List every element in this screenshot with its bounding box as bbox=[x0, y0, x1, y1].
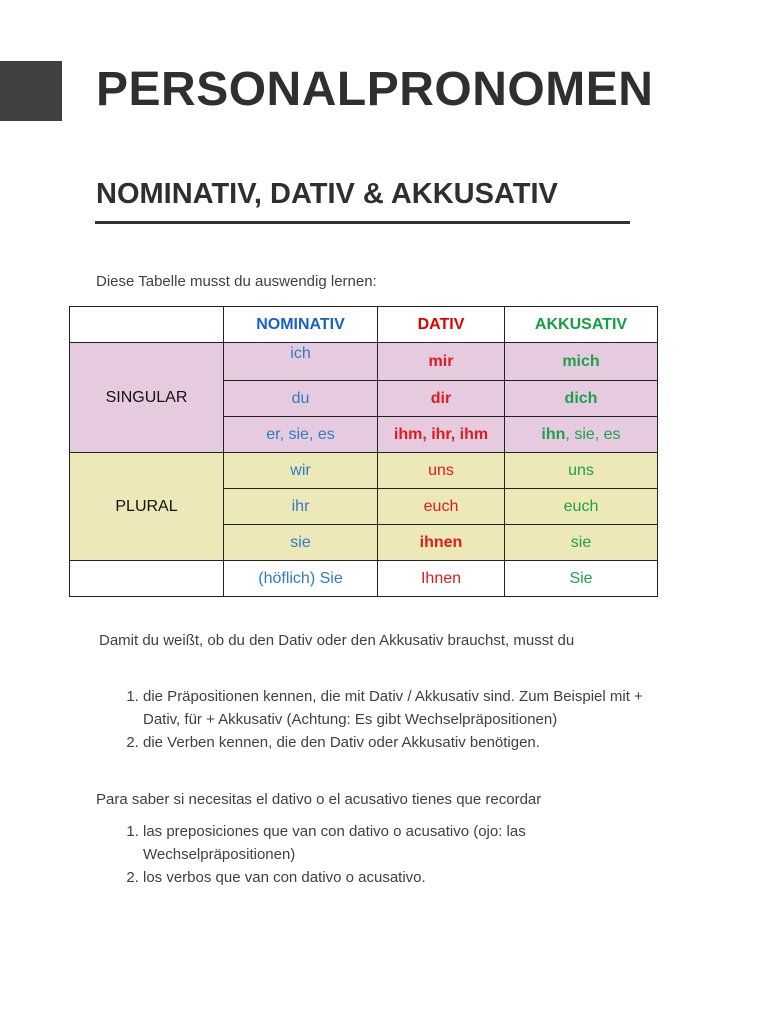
akk-bold-part: ihn bbox=[541, 425, 566, 443]
akk-cell: euch bbox=[505, 489, 658, 525]
table-row bbox=[70, 453, 658, 489]
empty-label-cell bbox=[70, 561, 224, 597]
spanish-paragraph: Para saber si necesitas el dativo o el acusativo tienes que recordar bbox=[96, 791, 542, 808]
list-item: 1. die Präpositionen kennen, die mit Dativ / Akkusativ sind. Zum Beispiel mit + Dativ, für + Akkusativ (Achtung: Es gibt Wechselpräpositionen) bbox=[143, 685, 643, 731]
pronoun-table bbox=[69, 306, 658, 597]
dat-cell: ihm, ihr, ihm bbox=[378, 417, 505, 453]
akk-cell: uns bbox=[505, 453, 658, 489]
header-empty-cell bbox=[70, 307, 224, 343]
dat-cell: uns bbox=[378, 453, 505, 489]
header-dativ: DATIV bbox=[378, 307, 505, 343]
dat-cell: euch bbox=[378, 489, 505, 525]
singular-label: SINGULAR bbox=[70, 343, 224, 453]
corner-block bbox=[0, 61, 62, 121]
list-item: 2. los verbos que van con dativo o acusativo. bbox=[143, 866, 643, 889]
header-akkusativ: AKKUSATIV bbox=[505, 307, 658, 343]
nom-cell: wir bbox=[224, 453, 378, 489]
german-list bbox=[96, 685, 643, 754]
dat-cell: mir bbox=[378, 343, 505, 381]
akk-cell: mich bbox=[505, 343, 658, 381]
german-paragraph: Damit du weißt, ob du den Dativ oder den Akkusativ brauchst, musst du bbox=[99, 632, 575, 649]
akk-cell: dich bbox=[505, 381, 658, 417]
nom-cell: ihr bbox=[224, 489, 378, 525]
plural-label: PLURAL bbox=[70, 453, 224, 561]
table-row bbox=[70, 561, 658, 597]
nom-cell: er, sie, es bbox=[224, 417, 378, 453]
akk-cell bbox=[505, 417, 658, 453]
header-nominativ: NOMINATIV bbox=[224, 307, 378, 343]
table-header-row bbox=[70, 307, 658, 343]
nom-cell: (höflich) Sie bbox=[224, 561, 378, 597]
list-item: 2. die Verben kennen, die den Dativ oder Akkusativ benötigen. bbox=[143, 731, 643, 754]
subtitle-underline bbox=[95, 221, 630, 224]
spanish-list bbox=[96, 820, 643, 889]
dat-cell: Ihnen bbox=[378, 561, 505, 597]
nom-cell: du bbox=[224, 381, 378, 417]
page-title: PERSONALPRONOMEN bbox=[96, 63, 654, 116]
akk-cell: sie bbox=[505, 525, 658, 561]
intro-text: Diese Tabelle musst du auswendig lernen: bbox=[96, 273, 377, 290]
table-row bbox=[70, 343, 658, 381]
nom-cell: sie bbox=[224, 525, 378, 561]
list-item: 1. las preposiciones que van con dativo o acusativo (ojo: las Wechselpräpositionen) bbox=[143, 820, 643, 866]
dat-cell: ihnen bbox=[378, 525, 505, 561]
dat-cell: dir bbox=[378, 381, 505, 417]
nom-cell: ich bbox=[224, 343, 378, 381]
akk-rest-part: , sie, es bbox=[565, 425, 621, 443]
akk-cell: Sie bbox=[505, 561, 658, 597]
section-subtitle: NOMINATIV, DATIV & AKKUSATIV bbox=[96, 178, 558, 210]
